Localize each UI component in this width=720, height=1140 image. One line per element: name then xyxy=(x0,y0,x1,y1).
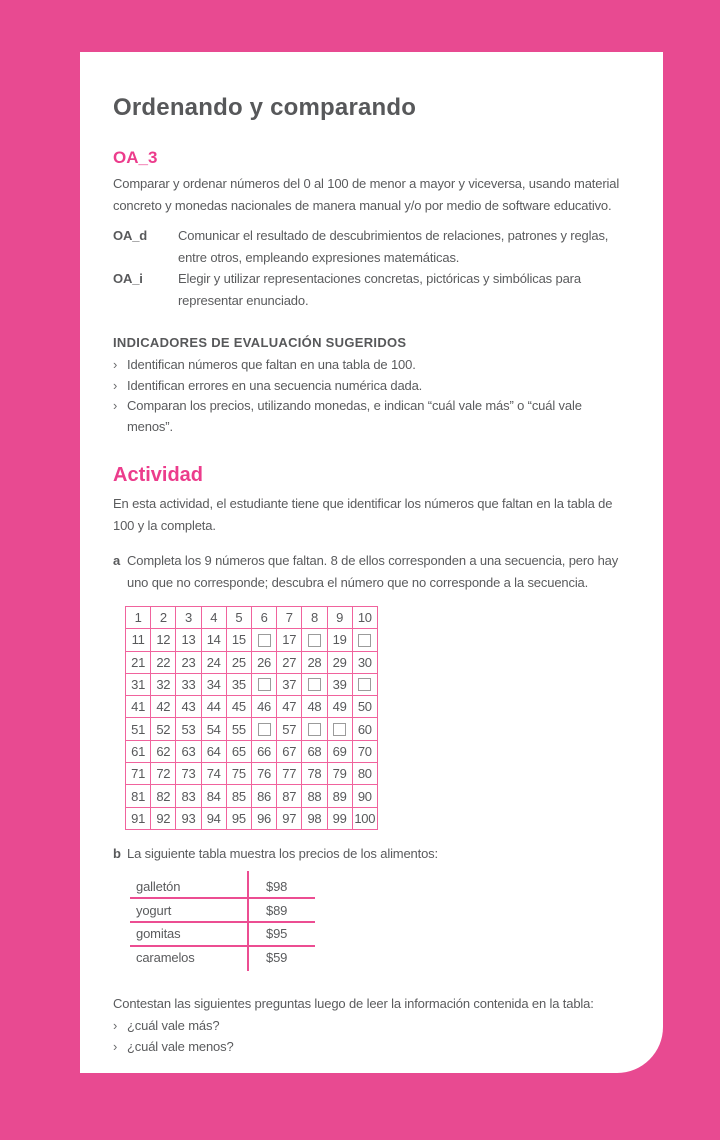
number-cell: 88 xyxy=(302,785,327,807)
activity-item-a-text: Completa los 9 números que faltan. 8 de ellos corresponden a una secuencia, pero hay uno que no corresponde; descubra el número que no corresponde a la secuencia. xyxy=(127,553,619,590)
number-cell xyxy=(251,673,276,695)
number-cell xyxy=(327,718,352,740)
number-cell: 5 xyxy=(226,607,251,629)
indicator-item xyxy=(113,396,630,437)
price-table xyxy=(130,875,315,968)
number-cell: 62 xyxy=(151,740,176,762)
price-item-name: gomitas xyxy=(136,926,181,942)
hundred-table-row xyxy=(126,807,378,829)
price-item-name: yogurt xyxy=(136,902,172,918)
questions-list xyxy=(113,1016,630,1057)
number-cell: 68 xyxy=(302,740,327,762)
number-cell: 10 xyxy=(352,607,377,629)
hundred-table xyxy=(125,606,378,830)
number-cell: 22 xyxy=(151,651,176,673)
question-item xyxy=(113,1037,630,1058)
number-cell xyxy=(251,629,276,651)
bullet-icon: › xyxy=(113,398,118,413)
oa3-heading: OA_3 xyxy=(113,148,158,167)
closing-text: Contestan las siguientes preguntas luego de leer la información contenida en la tabla: xyxy=(113,995,594,1011)
oa3-description: Comparar y ordenar números del 0 al 100 de menor a mayor y viceversa, usando material concreto y monedas nacionales de manera manual y/o por medio de software educativo. xyxy=(113,176,620,213)
missing-number-box xyxy=(333,723,346,736)
hundred-table-row xyxy=(126,607,378,629)
objective-label: OA_d xyxy=(113,228,148,243)
missing-number-box xyxy=(308,678,321,691)
number-cell: 44 xyxy=(201,696,226,718)
number-cell: 37 xyxy=(277,673,302,695)
objective-text: Comunicar el resultado de descubrimientos de relaciones, patrones y reglas, entre otros, empleando expresiones matemáticas. xyxy=(178,228,609,265)
number-cell: 72 xyxy=(151,763,176,785)
missing-number-box xyxy=(358,634,371,647)
number-cell: 100 xyxy=(352,807,377,829)
number-cell: 86 xyxy=(251,785,276,807)
number-cell: 93 xyxy=(176,807,201,829)
number-cell: 8 xyxy=(302,607,327,629)
activity-item-b-text: La siguiente tabla muestra los precios de los alimentos: xyxy=(127,845,438,861)
number-cell: 65 xyxy=(226,740,251,762)
number-cell: 69 xyxy=(327,740,352,762)
indicator-text: Comparan los precios, utilizando monedas, e indican “cuál vale más” o “cuál vale menos”. xyxy=(127,398,582,434)
number-cell: 30 xyxy=(352,651,377,673)
hundred-table-row xyxy=(126,785,378,807)
price-row xyxy=(130,923,315,947)
bullet-icon: › xyxy=(113,357,118,372)
number-cell: 80 xyxy=(352,763,377,785)
number-cell: 81 xyxy=(126,785,151,807)
number-cell: 46 xyxy=(251,696,276,718)
number-cell xyxy=(352,629,377,651)
number-cell: 54 xyxy=(201,718,226,740)
number-cell: 11 xyxy=(126,629,151,651)
number-cell: 29 xyxy=(327,651,352,673)
number-cell xyxy=(302,673,327,695)
number-cell: 95 xyxy=(226,807,251,829)
objective-text: Elegir y utilizar representaciones concretas, pictóricas y simbólicas para representar enunciado. xyxy=(178,271,581,308)
bullet-icon: › xyxy=(113,377,118,393)
indicator-item xyxy=(113,355,630,376)
number-cell: 7 xyxy=(277,607,302,629)
number-cell: 79 xyxy=(327,763,352,785)
missing-number-box xyxy=(258,634,271,647)
missing-number-box xyxy=(258,723,271,736)
number-cell: 85 xyxy=(226,785,251,807)
hundred-table-row xyxy=(126,651,378,673)
number-cell: 15 xyxy=(226,629,251,651)
number-cell: 57 xyxy=(277,718,302,740)
number-cell: 90 xyxy=(352,785,377,807)
number-cell: 1 xyxy=(126,607,151,629)
number-cell: 19 xyxy=(327,629,352,651)
question-item xyxy=(113,1016,630,1037)
objective-label: OA_i xyxy=(113,271,143,286)
indicators-list xyxy=(113,355,630,437)
number-cell: 92 xyxy=(151,807,176,829)
number-cell: 99 xyxy=(327,807,352,829)
number-cell: 73 xyxy=(176,763,201,785)
number-cell: 83 xyxy=(176,785,201,807)
number-cell: 4 xyxy=(201,607,226,629)
price-item-name: galletón xyxy=(136,878,181,894)
page-title: Ordenando y comparando xyxy=(113,94,417,121)
number-cell: 13 xyxy=(176,629,201,651)
number-cell: 39 xyxy=(327,673,352,695)
hundred-table-row xyxy=(126,673,378,695)
price-row xyxy=(130,947,315,969)
number-cell: 42 xyxy=(151,696,176,718)
number-cell: 41 xyxy=(126,696,151,718)
number-cell: 63 xyxy=(176,740,201,762)
number-cell: 17 xyxy=(277,629,302,651)
number-cell: 84 xyxy=(201,785,226,807)
number-cell: 67 xyxy=(277,740,302,762)
number-cell xyxy=(302,718,327,740)
objective-row xyxy=(113,225,630,268)
number-cell: 64 xyxy=(201,740,226,762)
number-cell: 60 xyxy=(352,718,377,740)
missing-number-box xyxy=(258,678,271,691)
missing-number-box xyxy=(358,678,371,691)
number-cell: 55 xyxy=(226,718,251,740)
indicators-heading: INDICADORES DE EVALUACIÓN SUGERIDOS xyxy=(113,335,407,350)
number-cell: 49 xyxy=(327,696,352,718)
price-row xyxy=(130,899,315,923)
activity-heading: Actividad xyxy=(113,464,204,486)
number-cell: 24 xyxy=(201,651,226,673)
number-cell: 89 xyxy=(327,785,352,807)
number-cell: 26 xyxy=(251,651,276,673)
number-cell: 91 xyxy=(126,807,151,829)
number-cell: 75 xyxy=(226,763,251,785)
number-cell xyxy=(251,718,276,740)
number-cell: 23 xyxy=(176,651,201,673)
objective-row xyxy=(113,268,630,311)
bullet-icon: › xyxy=(113,1018,118,1034)
number-cell: 31 xyxy=(126,673,151,695)
indicator-text: Identifican errores en una secuencia numérica dada. xyxy=(127,377,423,393)
number-cell: 12 xyxy=(151,629,176,651)
number-cell: 9 xyxy=(327,607,352,629)
number-cell: 70 xyxy=(352,740,377,762)
number-cell: 21 xyxy=(126,651,151,673)
number-cell: 96 xyxy=(251,807,276,829)
number-cell: 14 xyxy=(201,629,226,651)
price-row xyxy=(130,875,315,899)
hundred-table-row xyxy=(126,718,378,740)
number-cell: 3 xyxy=(176,607,201,629)
number-cell: 32 xyxy=(151,673,176,695)
number-cell: 53 xyxy=(176,718,201,740)
hundred-table-row xyxy=(126,629,378,651)
number-cell: 43 xyxy=(176,696,201,718)
activity-item-b-label: b xyxy=(113,845,121,861)
bullet-icon: › xyxy=(113,1038,118,1054)
number-cell xyxy=(352,673,377,695)
number-cell: 61 xyxy=(126,740,151,762)
number-cell: 45 xyxy=(226,696,251,718)
number-cell: 82 xyxy=(151,785,176,807)
number-cell: 76 xyxy=(251,763,276,785)
number-cell: 66 xyxy=(251,740,276,762)
indicator-item xyxy=(113,376,630,397)
number-cell: 71 xyxy=(126,763,151,785)
price-item-value: $95 xyxy=(266,926,288,942)
indicator-text: Identifican números que faltan en una tabla de 100. xyxy=(127,357,416,372)
number-cell: 33 xyxy=(176,673,201,695)
price-item-value: $89 xyxy=(266,902,288,918)
question-text: ¿cuál vale más? xyxy=(127,1018,220,1034)
hundred-table-row xyxy=(126,740,378,762)
number-cell: 51 xyxy=(126,718,151,740)
number-cell: 34 xyxy=(201,673,226,695)
number-cell: 50 xyxy=(352,696,377,718)
activity-item-b xyxy=(113,843,630,865)
number-cell: 25 xyxy=(226,651,251,673)
number-cell: 52 xyxy=(151,718,176,740)
number-cell: 74 xyxy=(201,763,226,785)
price-table-divider xyxy=(247,871,249,970)
number-cell: 47 xyxy=(277,696,302,718)
number-cell xyxy=(302,629,327,651)
hundred-table-row xyxy=(126,763,378,785)
activity-intro: En esta actividad, el estudiante tiene que identificar los números que faltan en la tabla de 100 y la completa. xyxy=(113,496,613,533)
number-cell: 2 xyxy=(151,607,176,629)
number-cell: 6 xyxy=(251,607,276,629)
number-cell: 98 xyxy=(302,807,327,829)
price-item-value: $59 xyxy=(266,950,288,966)
activity-item-a xyxy=(113,550,630,593)
hundred-table-row xyxy=(126,696,378,718)
number-cell: 78 xyxy=(302,763,327,785)
price-item-name: caramelos xyxy=(136,950,195,966)
number-cell: 28 xyxy=(302,651,327,673)
objectives-list xyxy=(113,225,630,311)
missing-number-box xyxy=(308,723,321,736)
number-cell: 94 xyxy=(201,807,226,829)
price-item-value: $98 xyxy=(266,878,288,894)
number-cell: 77 xyxy=(277,763,302,785)
number-cell: 27 xyxy=(277,651,302,673)
activity-item-a-label: a xyxy=(113,553,121,568)
number-cell: 48 xyxy=(302,696,327,718)
question-text: ¿cuál vale menos? xyxy=(127,1038,234,1054)
number-cell: 35 xyxy=(226,673,251,695)
number-cell: 97 xyxy=(277,807,302,829)
page xyxy=(80,52,663,1073)
missing-number-box xyxy=(308,634,321,647)
number-cell: 87 xyxy=(277,785,302,807)
